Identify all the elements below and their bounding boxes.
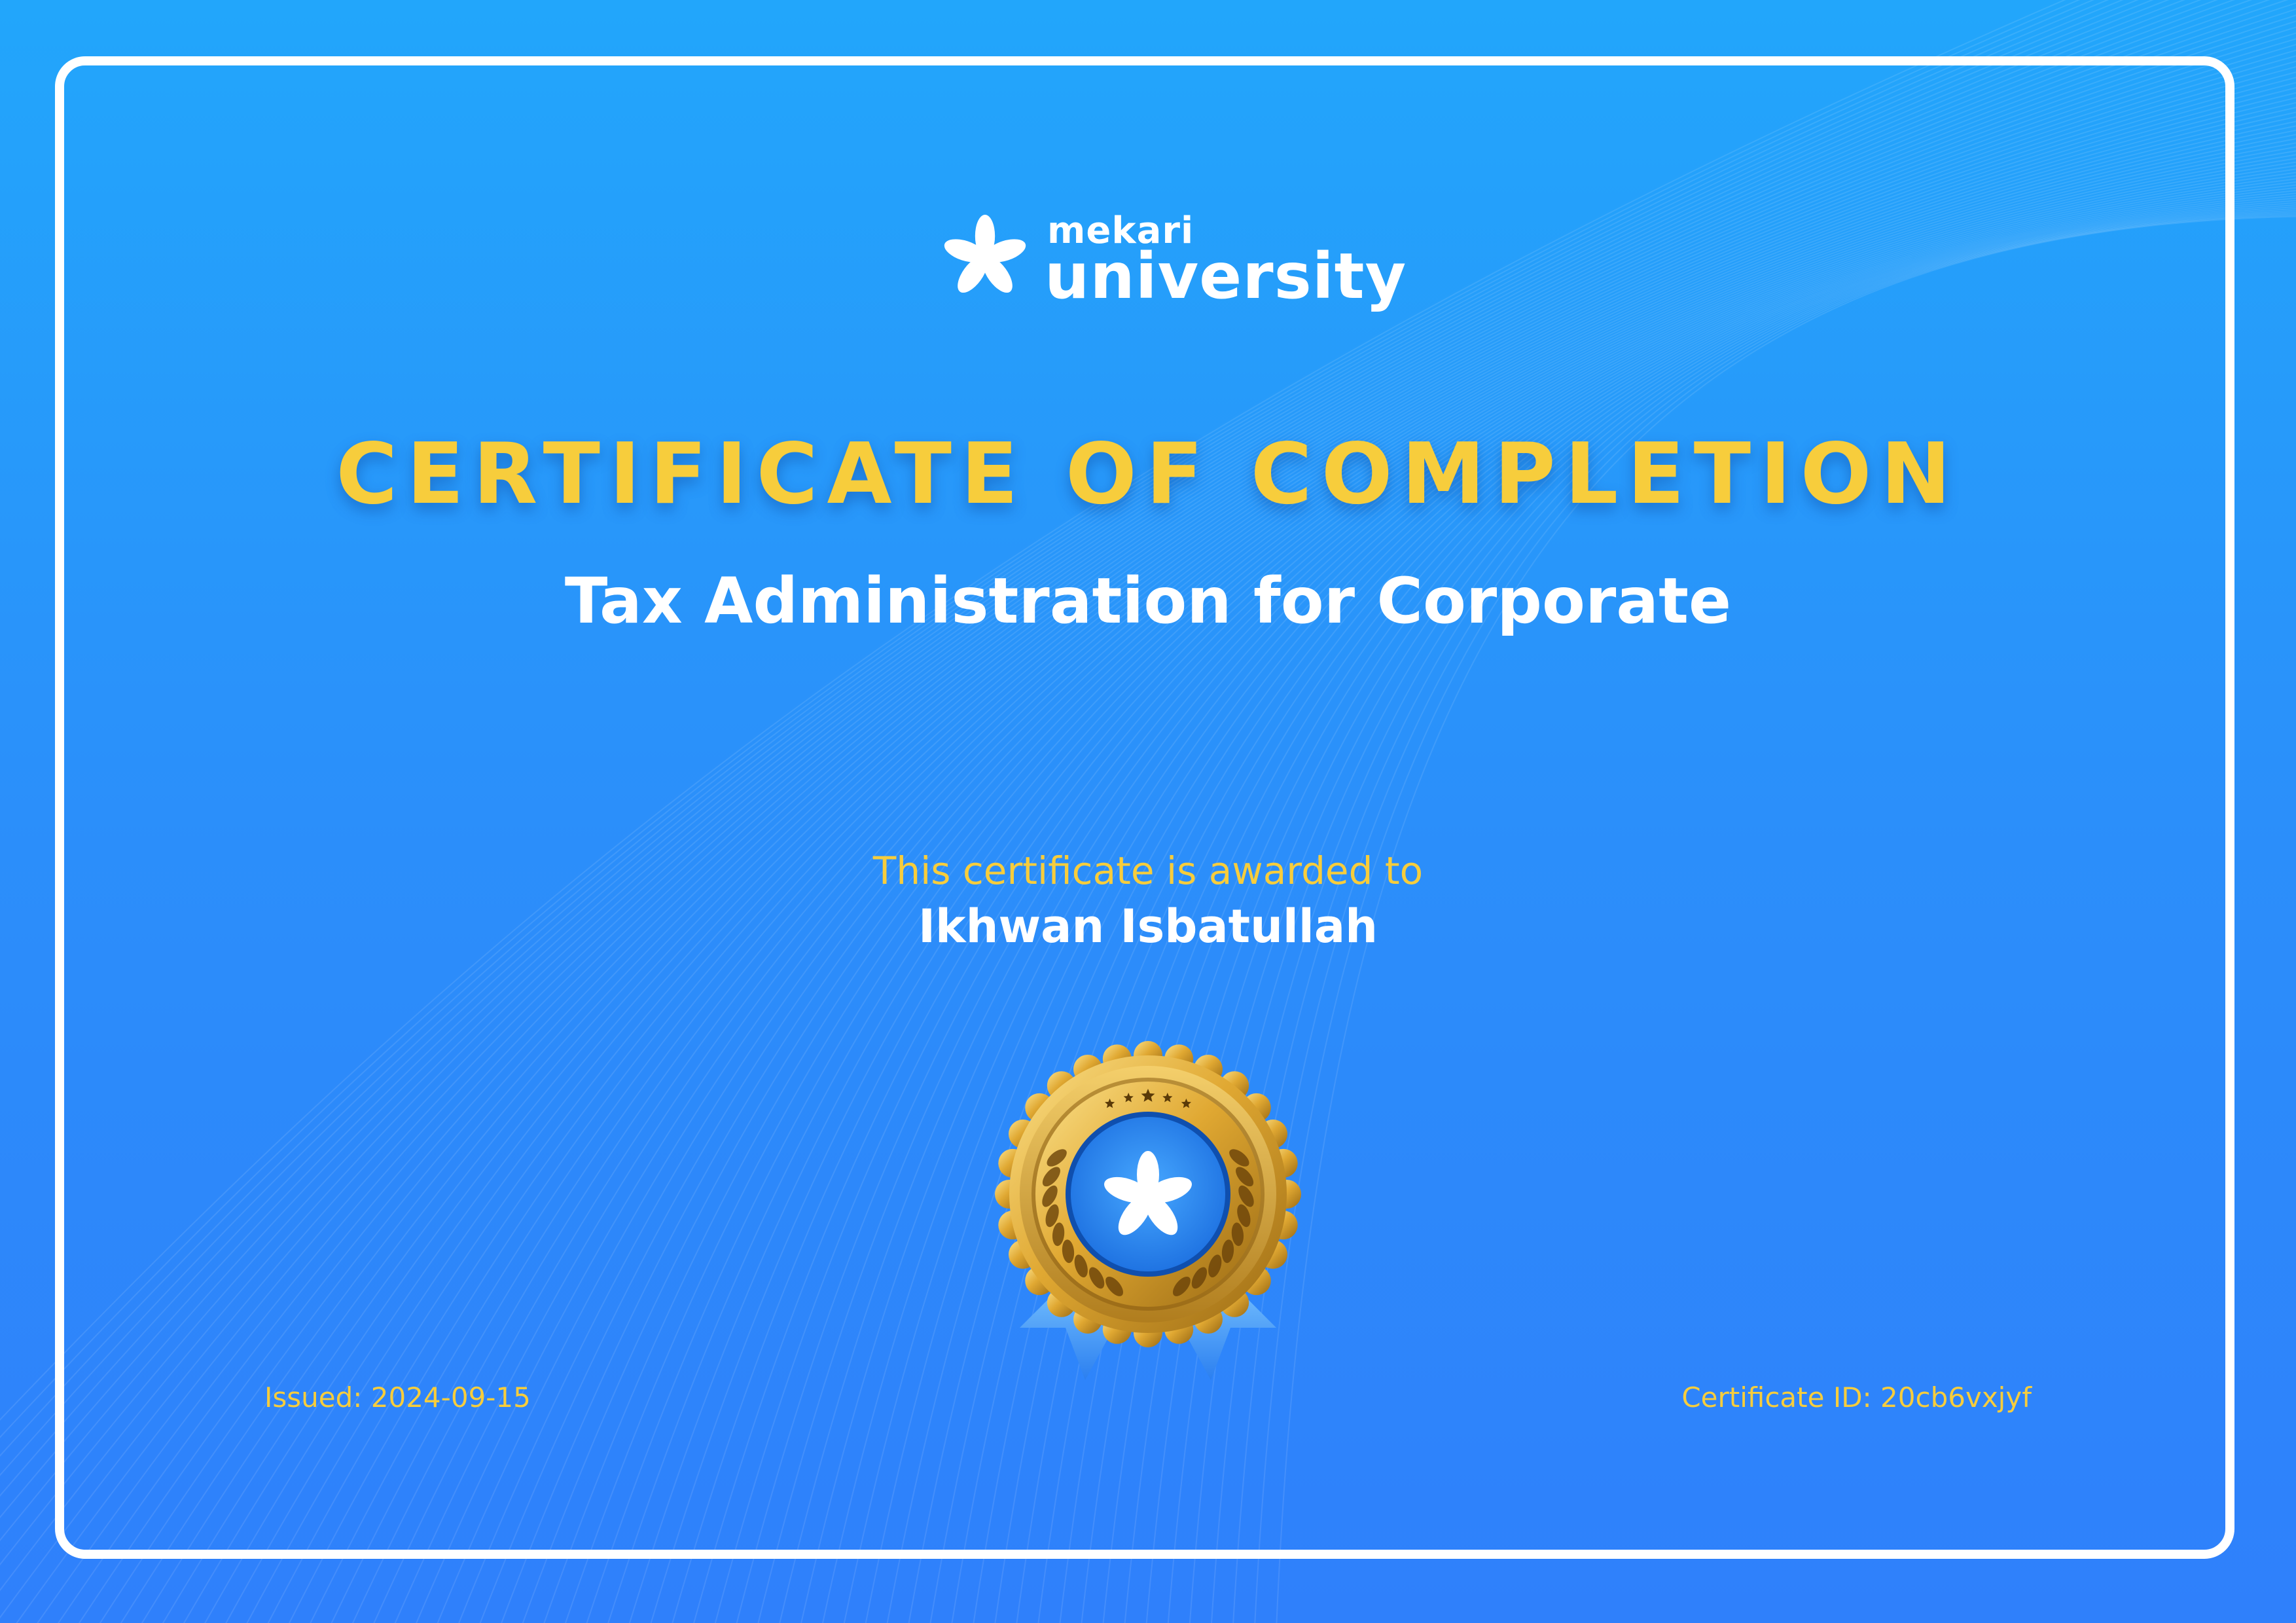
logo-text-mekari: mekari xyxy=(1047,210,1194,252)
certificate-title: CERTIFICATE OF COMPLETION xyxy=(336,426,1960,523)
mekari-university-logo xyxy=(942,210,1407,314)
course-name: Tax Administration for Corporate xyxy=(564,564,1732,638)
logo-text-university: university xyxy=(1045,240,1407,313)
medal-badge-icon xyxy=(994,1040,1302,1393)
mekari-star-icon xyxy=(942,215,1028,300)
certificate-id: Certificate ID: 20cb6vxjyf xyxy=(1681,1381,2032,1413)
awarded-to-label: This certificate is awarded to xyxy=(872,848,1424,893)
recipient-name: Ikhwan Isbatullah xyxy=(918,900,1378,953)
issued-date: Issued: 2024-09-15 xyxy=(264,1381,531,1413)
